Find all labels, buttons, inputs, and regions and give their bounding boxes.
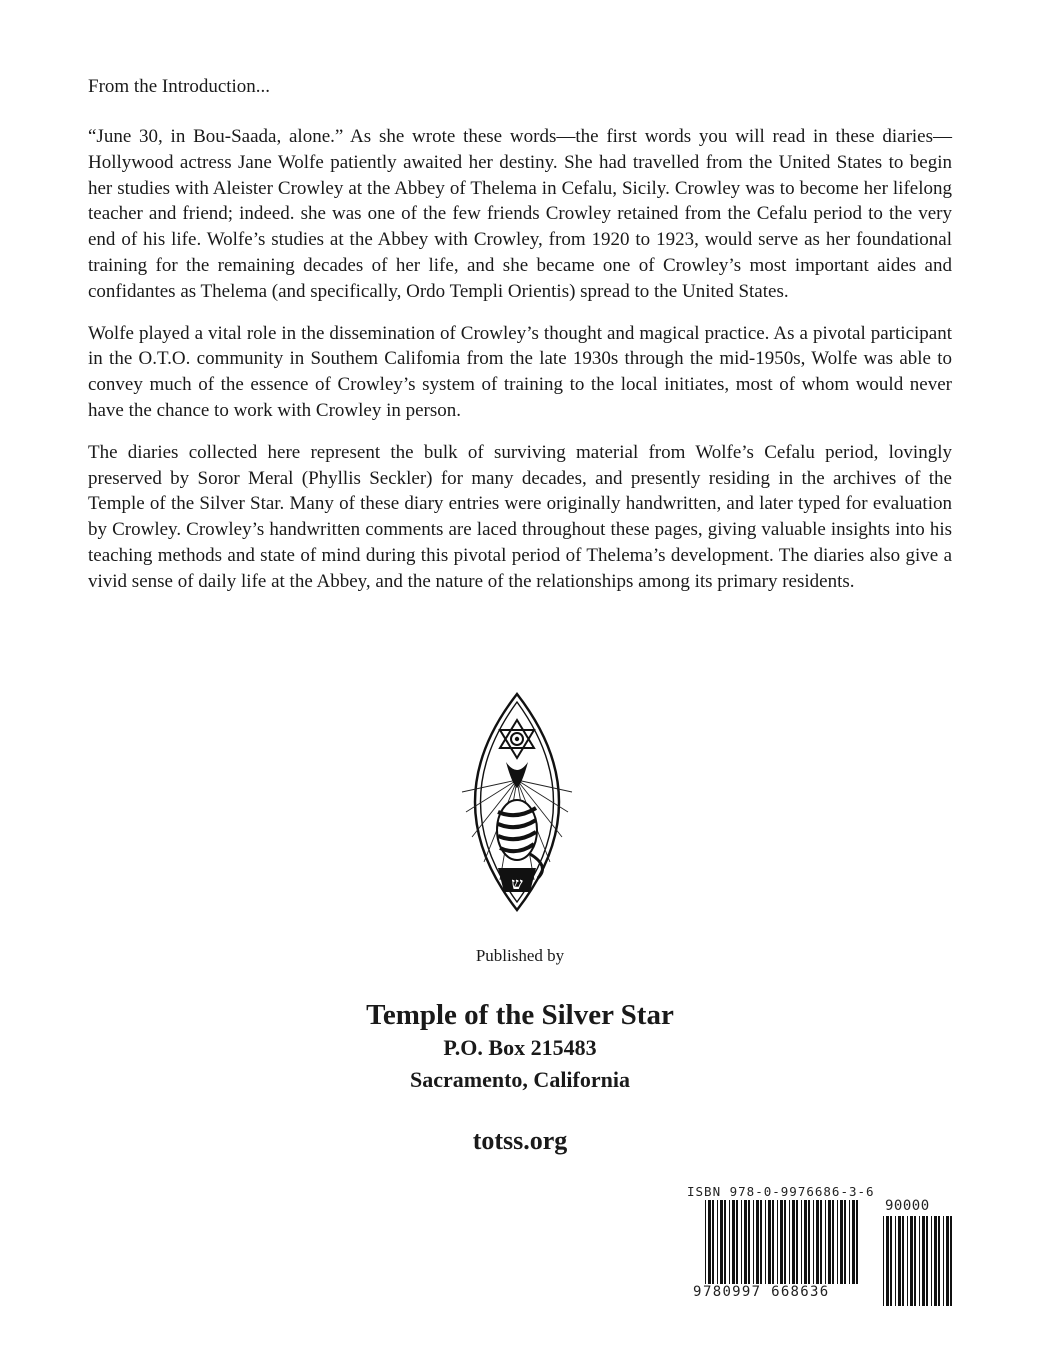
barcode-bar bbox=[772, 1200, 774, 1284]
barcode-bar bbox=[886, 1216, 889, 1306]
barcode-bar bbox=[832, 1200, 834, 1284]
barcode-bar bbox=[934, 1216, 937, 1306]
barcode-bar bbox=[748, 1200, 750, 1284]
barcode-bar bbox=[736, 1200, 738, 1284]
barcode-bar bbox=[895, 1216, 896, 1306]
publisher-block bbox=[0, 998, 1040, 1096]
barcode-bar bbox=[907, 1216, 908, 1306]
main-digits: 780997 668636 bbox=[703, 1284, 830, 1300]
barcode-bar bbox=[792, 1200, 795, 1284]
isbn-text: ISBN 978-0-9976686-3-6 bbox=[687, 1184, 875, 1199]
barcode-bar bbox=[724, 1200, 726, 1284]
shin-glyph: ש bbox=[511, 874, 523, 893]
barcode-bar bbox=[753, 1200, 754, 1284]
barcode-bar bbox=[922, 1216, 925, 1306]
website: totss.org bbox=[472, 1126, 568, 1155]
barcode-bar bbox=[840, 1200, 843, 1284]
barcode-bar bbox=[744, 1200, 747, 1284]
paragraph-2: Wolfe played a vital role in the dissemination of Crowley’s thought and magical practice. As a pivotal participant in the O.T.O. community in Southem Califomia from the late 1930s through the mid-1950s, Wolfe was able to convey much of the essence of Crowley’s system of training to the local initiates, most of whom would never have the chance to work with Crowley in person. bbox=[88, 322, 952, 421]
barcode-bar bbox=[765, 1200, 766, 1284]
barcode-bar bbox=[938, 1216, 940, 1306]
barcode-bar bbox=[708, 1200, 711, 1284]
barcode-bar bbox=[760, 1200, 762, 1284]
oto-lamen-icon bbox=[446, 692, 588, 912]
barcode-bar bbox=[890, 1216, 892, 1306]
barcode-bar bbox=[801, 1200, 802, 1284]
paragraph-3: The diaries collected here represent the bulk of surviving material from Wolfe’s Cefalu period, lovingly preserved by Soror Meral (Phyllis Seckler) for many decades, and presently residing in the archives of the Temple of the Silver Star. Many of these diary entries were originally handwritten, and later typed for evaluation by Crowley. Crowley’s handwritten comments are laced throughout these pages, giving valuable insights into his teaching methods and state of mind during this pivotal period of Thelema’s development. The diaries also give a vivid sense of daily life at the Abbey, and the nature of the relationships among its primary residents. bbox=[88, 441, 952, 592]
barcode-bar bbox=[902, 1216, 904, 1306]
barcode-bar bbox=[777, 1200, 778, 1284]
barcode-bar bbox=[780, 1200, 783, 1284]
barcode-bar bbox=[784, 1200, 786, 1284]
isbn-barcode bbox=[683, 1184, 955, 1306]
barcode-bar bbox=[789, 1200, 790, 1284]
barcode-bar bbox=[856, 1200, 858, 1284]
barcode-bar bbox=[849, 1200, 850, 1284]
barcode-bar bbox=[950, 1216, 952, 1306]
barcode-bar bbox=[732, 1200, 735, 1284]
publisher-city: Sacramento, California bbox=[410, 1067, 630, 1092]
barcode-bar bbox=[926, 1216, 928, 1306]
introduction-text bbox=[88, 124, 952, 611]
barcode-bar bbox=[756, 1200, 759, 1284]
barcode-bar bbox=[943, 1216, 944, 1306]
barcode-bar bbox=[883, 1216, 884, 1306]
barcode-bar bbox=[808, 1200, 810, 1284]
publisher-address: P.O. Box 215483 bbox=[443, 1035, 597, 1060]
addon-digits: 90000 bbox=[885, 1198, 930, 1214]
publisher-name: Temple of the Silver Star bbox=[366, 999, 674, 1031]
intro-label: From the Introduction... bbox=[88, 76, 271, 97]
barcode-bar bbox=[712, 1200, 714, 1284]
barcode-bar bbox=[837, 1200, 838, 1284]
barcode-bar bbox=[820, 1200, 822, 1284]
barcode-bar bbox=[796, 1200, 798, 1284]
barcode-bar bbox=[852, 1200, 855, 1284]
barcode-bar bbox=[919, 1216, 920, 1306]
barcode-bar bbox=[720, 1200, 723, 1284]
barcode-bar bbox=[816, 1200, 819, 1284]
barcode-bar bbox=[844, 1200, 846, 1284]
barcode-bar bbox=[741, 1200, 742, 1284]
barcode-bar bbox=[705, 1200, 706, 1284]
barcode-bar bbox=[825, 1200, 826, 1284]
barcode-bar bbox=[910, 1216, 913, 1306]
barcode-bar bbox=[828, 1200, 831, 1284]
barcode-bar bbox=[813, 1200, 814, 1284]
barcode-bar bbox=[717, 1200, 718, 1284]
barcode-bar bbox=[768, 1200, 771, 1284]
barcode-bar bbox=[898, 1216, 901, 1306]
barcode-bar bbox=[914, 1216, 916, 1306]
paragraph-1: “June 30, in Bou-Saada, alone.” As she wrote these words—the first words you will read in these diaries—Hollywood actress Jane Wolfe patiently awaited her destiny. She had travelled from the United States to begin her studies with Aleister Crowley at the Abbey of Thelema in Cefalu, Sicily. Crowley was to become her lifelong teacher and friend; indeed. she was one of the few friends Crowley retained from the Cefalu period to the very end of his life. Wolfe’s studies at the Abbey with Crowley, from 1920 to 1923, would serve as her foundational training for the remaining decades of her life, and she became one of Crowley’s most important aides and confidantes as Thelema (and specifically, Ordo Templi Orientis) spread to the United States. bbox=[88, 126, 952, 302]
lead-digit: 9 bbox=[693, 1284, 702, 1300]
barcode-bar bbox=[804, 1200, 807, 1284]
barcode-bar bbox=[946, 1216, 949, 1306]
barcode-bar bbox=[729, 1200, 730, 1284]
barcode-bar bbox=[931, 1216, 932, 1306]
publisher-label: Published by bbox=[475, 946, 565, 965]
